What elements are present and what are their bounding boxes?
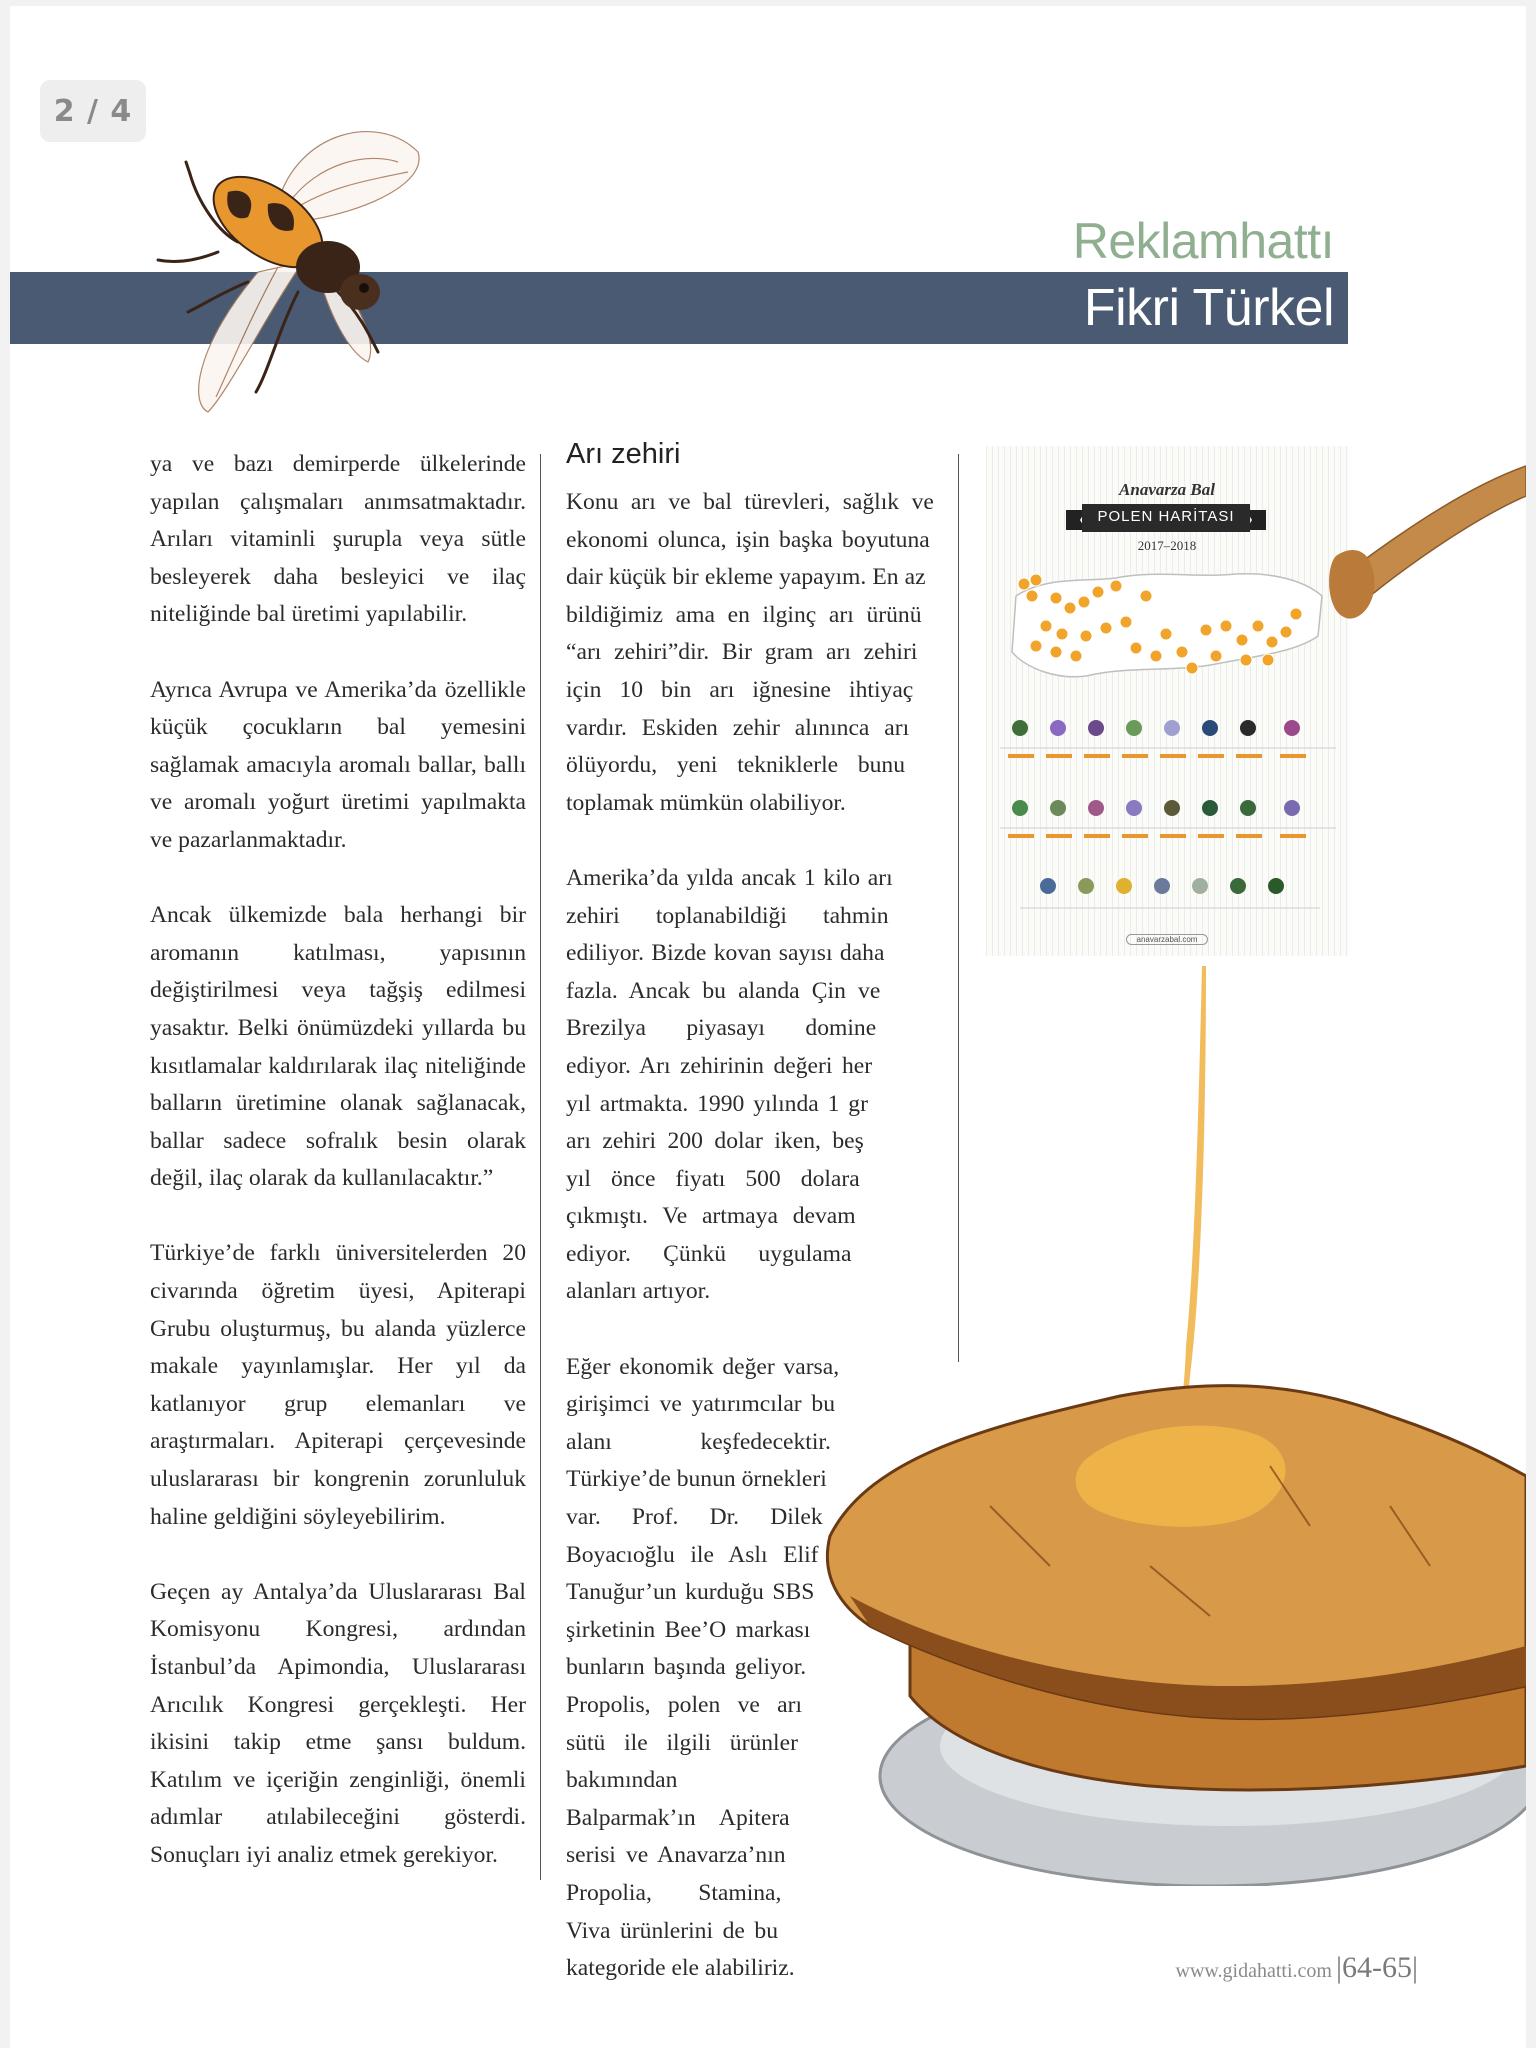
page-indicator[interactable]: 2 / 4 — [40, 80, 146, 142]
section-heading: Arı zehiri — [566, 438, 681, 470]
bee-illustration — [128, 92, 468, 422]
honey-toast-illustration — [790, 446, 1526, 1886]
poster-url: anavarzabal.com — [1126, 934, 1208, 945]
footer-page-bar: | — [1335, 1951, 1342, 1984]
paragraph: ya ve bazı demirperde ülkelerinde yapılan çalışmaları anımsatmaktadır. Arıları vitaminli şurupla veya sütle besleyerek daha besleyici ve ilaç niteliğinde bal üretimi yapılabilir. — [150, 451, 526, 628]
column-divider — [540, 454, 541, 1880]
footer-page-numbers: 64-65 — [1341, 1951, 1412, 1984]
section-name: Reklamhattı — [1072, 213, 1334, 269]
paragraph: Eğer ekonomik değer varsa, girişimci ve yatırımcılar bu alanı keşfedecektir. Türkiye’de bunun örnekleri var. Prof. Dr. Dilek Boyacıoğlu ile Aslı Elif Tanuğur’un kurduğu SBS şirketinin Bee’O markası bunların başında geliyor. Propolis, polen ve arı sütü ile ilgili ürünler bakımından Balparmak’ın Apitera serisi ve Anavarza’nın Propolia, Stamina, Viva ürünlerini de bu kategoride ele alabiliriz. — [566, 1353, 840, 1982]
author-name: Fikri Türkel — [1083, 279, 1334, 337]
magazine-page — [10, 6, 1526, 2048]
poster-title: POLEN HARİTASI — [1097, 508, 1235, 525]
paragraph: Ayrıca Avrupa ve Amerika’da özellikle küçük çocukların bal yemesini sağlamak amacıyla aromalı ballar, ballı ve aromalı yoğurt üretimi yapılmakta ve pazarlanmaktadır. — [150, 676, 526, 853]
paragraph: Türkiye’de farklı üniversitelerden 20 civarında öğretim üyesi, Apiterapi Grubu oluşturmuş, bu alanda yüzlerce makale yayınlamışlar. Her yıl da katlanıyor grup elemanları ve araştırmaları. Apiterapi çerçevesinde uluslararası bir kongrenin zorunluluk haline geldiğini söyleyebilirim. — [150, 1240, 526, 1530]
paragraph: Amerika’da yılda ancak 1 kilo arı zehiri toplanabildiği tahmin ediliyor. Bizde kovan sayısı daha fazla. Ancak bu alanda Çin ve Brezilya piyasayı domine ediyor. Arı zehirinin değeri her yıl artmakta. 1990 yılında 1 gr arı zehiri 200 dolar iken, beş yıl önce fiyatı 500 dolara çıkmıştı. Ve artmaya devam ediyor. Çünkü uygulama alanları artıyor. — [566, 864, 893, 1305]
paragraph: Geçen ay Antalya’da Uluslararası Bal Komisyonu Kongresi, ardından İstanbul’da Apimondia, Uluslararası Arıcılık Kongresi gerçekleşti. Her ikisini takip etme şansı buldum. Katılım ve içeriğin zenginliği, önemli adımlar atılabileceğini gösterdi. Sonuçları iyi analiz etmek gerekiyor. — [150, 1578, 526, 1868]
left-column — [150, 446, 526, 1912]
footer-site-link[interactable]: www.gidahatti.com — [1175, 1960, 1332, 1982]
footer: www.gidahatti.com |64-65| — [1175, 1951, 1418, 1984]
paragraph: Ancak ülkemizde bala herhangi bir aromanın katılması, yapısının değiştirilmesi veya tağşiş edilmesi yasaktır. Belki önümüzdeki yıllarda bu kısıtlamalar kaldırılarak ilaç niteliğinde balların üretimine olanak sağlanacak, ballar sadece sofralık besin olarak değil, ilaç olarak da kullanılacaktır.” — [150, 902, 526, 1192]
paragraph: Konu arı ve bal türevleri, sağlık ve ekonomi olunca, işin başka boyutuna dair küçük bir ekleme yapayım. En az bildiğimiz ama en ilginç arı ürünü “arı zehiri”dir. Bir gram arı zehiri için 10 bin arı iğnesine ihtiyaç vardır. Eskiden zehir alınınca arı ölüyordu, yeni tekniklerle bunu toplamak mümkün olabiliyor. — [566, 489, 934, 816]
poster-years: 2017–2018 — [1137, 538, 1197, 553]
poster-brand: Anavarza Bal — [1119, 480, 1215, 499]
